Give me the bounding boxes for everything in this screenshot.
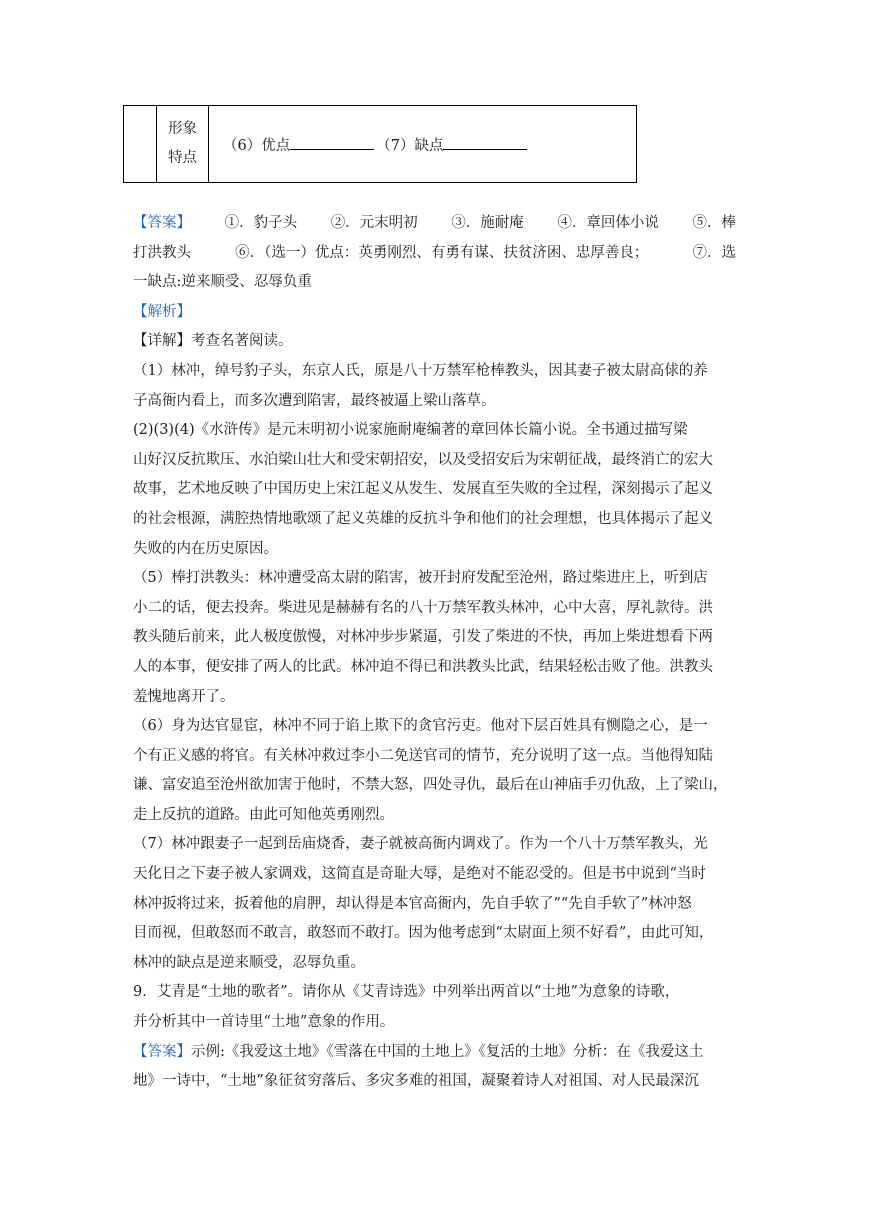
- para5-line5: 羞愧地离开了。: [133, 688, 235, 705]
- detail-line: [133, 327, 736, 357]
- para5-line4: 人的本事，便安排了两人的比武。林冲迫不得已和洪教头比武，结果轻松击败了他。洪教头: [133, 658, 713, 675]
- detail-tag: 【详解】: [133, 333, 191, 350]
- para7-line3: 林冲扳将过来，扳着他的肩胛，却认得是本官高衙内，先自手软了”“先自手软了”林冲怒: [133, 895, 692, 912]
- para5-line1: （5）棒打洪教头：林冲遭受高太尉的陷害，被开封府发配至沧州，路过柴进庄上，听到店: [133, 570, 708, 587]
- para7-line5: 林冲的缺点是逆来顺受，忍辱负重。: [133, 954, 365, 971]
- para6-line3: 谦、富安追至沧州欲加害于他时，不禁大怒，四处寻仇，最后在山神庙手刃仇敌，上了梁山，: [133, 777, 728, 794]
- q6-label: （6）优点: [223, 137, 291, 154]
- para2-line3: 故事，艺术地反映了中国历史上宋江起义从发生、发展直至失败的全过程，深刻揭示了起义: [133, 481, 713, 498]
- row-label-line1: 形象: [168, 121, 197, 137]
- analysis-tag: 【解析】: [133, 303, 191, 320]
- answer2-line1: [133, 1038, 736, 1068]
- row-label-line2: 特点: [168, 150, 197, 166]
- answer-line-1: [133, 209, 736, 239]
- para2-line2: 山好汉反抗欺压、水泊梁山壮大和受宋朝招安，以及受招安后为宋朝征战，最终消亡的宏大: [133, 451, 713, 468]
- para2-line1: (2)(3)(4)《水浒传》是元末明初小说家施耐庵编著的章回体长篇小说。全书通过描写梁: [133, 422, 688, 439]
- answer-line-2: [133, 239, 736, 269]
- answer-line2-b: ⑥．（选一）优点：英勇刚烈、有勇有谋、扶贫济困、忠厚善良；: [235, 244, 649, 261]
- q9-line1: 9．艾青是“土地的歌者”。请你从《艾青诗选》中列举出两首以“土地”为意象的诗歌，: [133, 984, 680, 1001]
- answer-item-3: ③．施耐庵: [451, 215, 524, 231]
- answer2-line1-text: 示例:《我爱这土地》《雪落在中国的土地上》《复活的土地》分析：在《我爱这土: [191, 1043, 704, 1060]
- question-table: [123, 105, 637, 183]
- answer-item-1: ①．豹子头: [224, 215, 298, 231]
- para5-line2: 小二的话，便去投奔。柴进见是赫赫有名的八十万禁军教头林冲，心中大喜，厚礼款待。洪: [133, 599, 713, 616]
- para2-line5: 失败的内在历史原因。: [133, 540, 278, 557]
- answer-line2-a: 打洪教头: [133, 244, 191, 261]
- answer-item-2: ②．元末明初: [330, 215, 418, 231]
- detail-text: 考查名著阅读。: [191, 333, 293, 350]
- document-body: [133, 209, 736, 1097]
- q6-blank: [290, 135, 374, 150]
- q7-label: （7）缺点: [376, 137, 444, 154]
- answer-item-5: ⑤．棒: [692, 215, 736, 231]
- para2-line4: 的社会根源，满腔热情地歌颂了起义英雄的反抗斗争和他们的社会理想，也具体揭示了起义: [133, 510, 713, 527]
- para7-line1: （7）林冲跟妻子一起到岳庙烧香，妻子就被高衙内调戏了。作为一个八十万禁军教头，光: [133, 836, 708, 853]
- answer2-line2: 地》一诗中，“土地”象征贫穷落后、多灾多难的祖国，凝聚着诗人对祖国、对人民最深沉: [133, 1073, 699, 1090]
- q9-line2: 并分析其中一首诗里“土地”意象的作用。: [133, 1014, 395, 1031]
- answer2-tag: 【答案】: [133, 1043, 191, 1060]
- para7-line4: 目而视，但敢怒而不敢言，敢怒而不敢打。因为他考虑到“太尉面上须不好看”，由此可知，: [133, 925, 714, 942]
- answer-item-4: ④．章回体小说: [557, 215, 659, 231]
- para1-line2: 子高衙内看上，而多次遭到陷害，最终被逼上梁山落草。: [133, 392, 496, 409]
- para7-line2: 天化日之下妻子被人家调戏，这简直是奇耻大辱，是绝对不能忍受的。但是书中说到“当时: [133, 866, 706, 883]
- table-answer-cell: [209, 106, 637, 183]
- para6-line4: 走上反抗的道路。由此可知他英勇刚烈。: [133, 806, 394, 823]
- para6-line1: （6）身为达官显宦，林冲不同于谄上欺下的贪官污吏。他对下层百姓具有恻隐之心，是一: [133, 718, 708, 735]
- para6-line2: 个有正义感的将官。有关林冲救过李小二免送官司的情节，充分说明了这一点。当他得知陆: [133, 747, 713, 764]
- para5-line3: 教头随后前来，此人极度傲慢，对林冲步步紧逼，引发了柴进的不快，再加上柴进想看下两: [133, 629, 713, 646]
- q7-blank: [443, 135, 527, 150]
- answer-line-3: 一缺点:逆来顺受、忍辱负重: [133, 274, 312, 291]
- table-empty-cell: [124, 106, 157, 183]
- answer-tag: 【答案】: [133, 215, 191, 231]
- answer-line2-c: ⑦．选: [692, 244, 736, 261]
- para1-line1: （1）林冲，绰号豹子头，东京人氏，原是八十万禁军枪棒教头，因其妻子被太尉高俅的养: [133, 362, 708, 379]
- table-row-label: [157, 106, 209, 183]
